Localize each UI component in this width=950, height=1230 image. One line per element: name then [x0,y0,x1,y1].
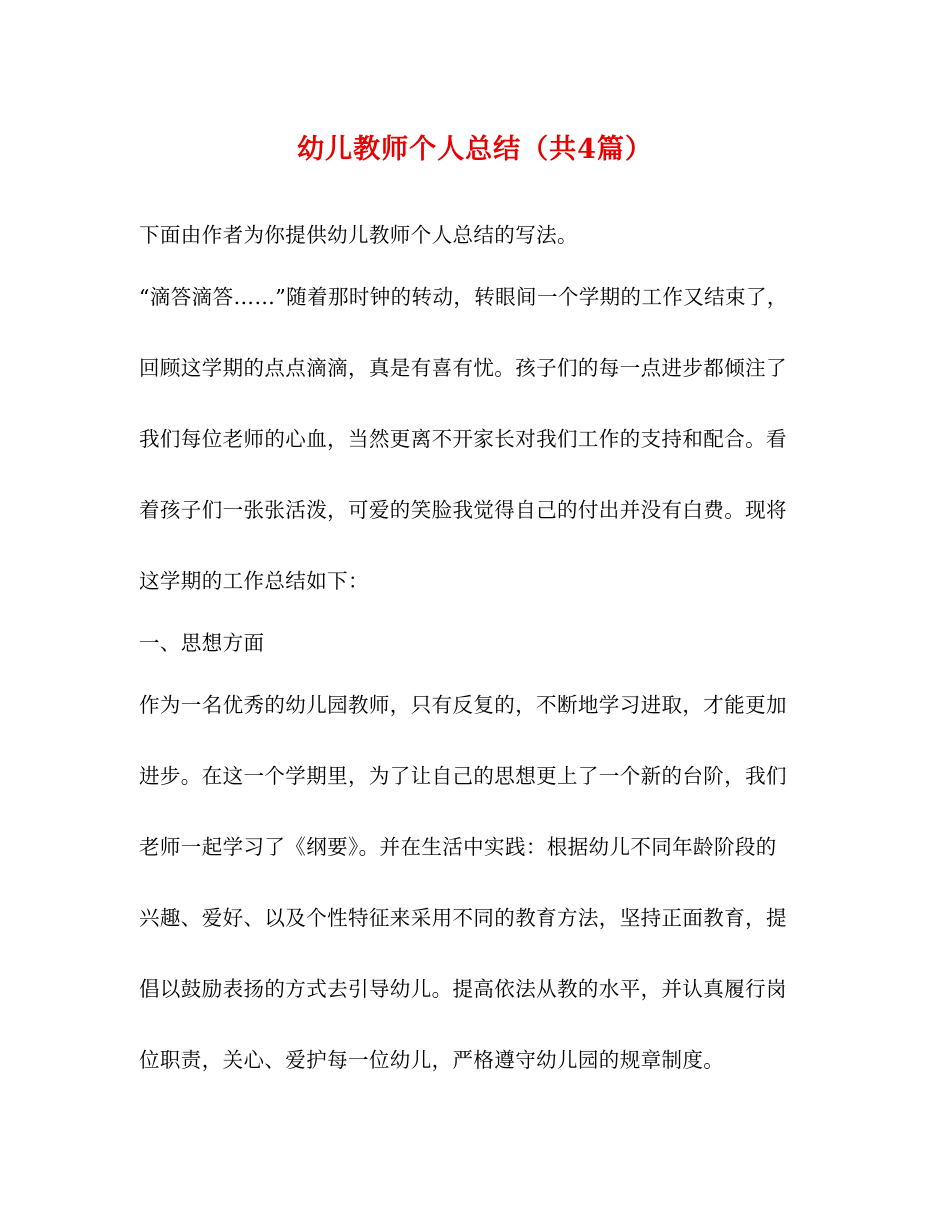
section-heading: 一、思想方面 [139,631,265,655]
paragraph-line: “滴答滴答……”随着那时钟的转动，转眼间一个学期的工作又结束了， [139,285,788,309]
paragraph-line: 这学期的工作总结如下： [139,569,369,593]
paragraph-line: 着孩子们一张张活泼，可爱的笑脸我觉得自己的付出并没有白费。现将 [139,498,787,522]
intro-line: 下面由作者为你提供幼儿教师个人总结的写法。 [139,223,578,247]
paragraph-line: 我们每位老师的心血，当然更离不开家长对我们工作的支持和配合。看 [139,427,787,451]
paragraph-line: 回顾这学期的点点滴滴，真是有喜有忧。孩子们的每一点进步都倾注了 [139,356,787,380]
paragraph-line: 作为一名优秀的幼儿园教师，只有反复的，不断地学习进取，才能更加 [139,693,787,717]
document-title: 幼儿教师个人总结（共4篇） [297,134,653,165]
paragraph-line: 兴趣、爱好、以及个性特征来采用不同的教育方法，坚持正面教育，提 [139,906,787,930]
paragraph-line: 进步。在这一个学期里，为了让自己的思想更上了一个新的台阶，我们 [139,764,787,788]
paragraph-line: 倡以鼓励表扬的方式去引导幼儿。提高依法从教的水平，并认真履行岗 [139,977,787,1001]
paragraph-line: 老师一起学习了《纲要》。并在生活中实践：根据幼儿不同年龄阶段的 [139,835,777,859]
paragraph-line: 位职责，关心、爱护每一位幼儿，严格遵守幼儿园的规章制度。 [139,1048,725,1072]
